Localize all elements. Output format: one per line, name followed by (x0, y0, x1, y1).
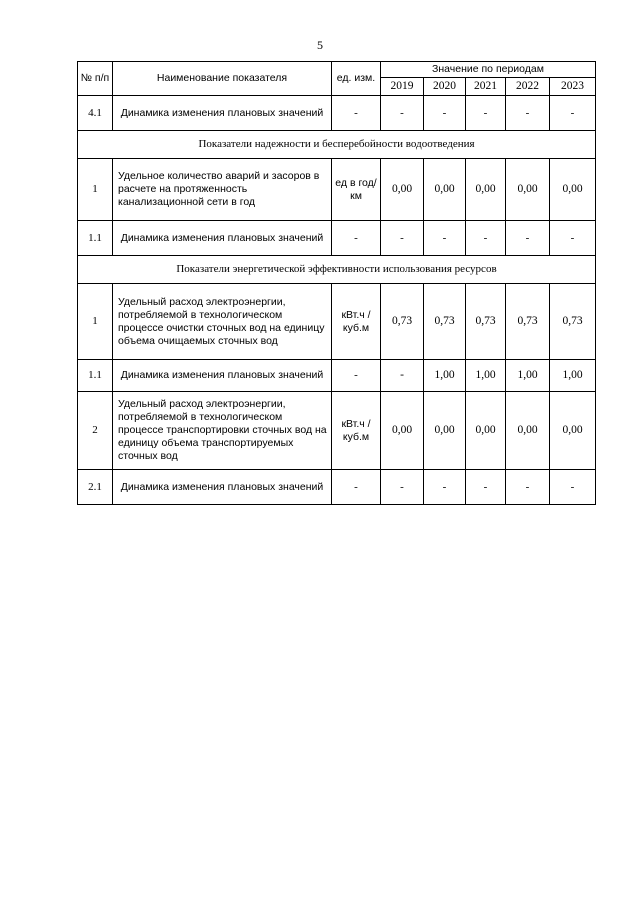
row-value: - (506, 96, 550, 131)
row-value: 0,00 (506, 159, 550, 221)
header-row-top (78, 62, 596, 78)
header-year: 2019 (381, 78, 424, 96)
row-name: Удельное количество аварий и засоров в расчете на протяженность канализационной сети в год (113, 159, 332, 221)
row-name: Динамика изменения плановых значений (113, 360, 332, 392)
row-value: 0,73 (506, 284, 550, 360)
indicators-table (77, 61, 596, 505)
row-value: 0,00 (466, 159, 506, 221)
row-value: - (466, 470, 506, 505)
row-value: 0,00 (381, 392, 424, 470)
table-row (78, 159, 596, 221)
row-value: - (424, 96, 466, 131)
row-value: - (466, 96, 506, 131)
row-value: 0,00 (424, 159, 466, 221)
header-year: 2022 (506, 78, 550, 96)
row-value: 0,00 (466, 392, 506, 470)
row-value: 1,00 (424, 360, 466, 392)
row-number: 1 (78, 159, 113, 221)
row-value: - (381, 360, 424, 392)
row-unit: кВт.ч / куб.м (332, 392, 381, 470)
row-value: 1,00 (466, 360, 506, 392)
row-unit: кВт.ч / куб.м (332, 284, 381, 360)
row-value: - (550, 221, 596, 256)
row-value: 0,00 (550, 392, 596, 470)
row-unit: - (332, 221, 381, 256)
row-number: 2.1 (78, 470, 113, 505)
row-number: 1.1 (78, 221, 113, 256)
table-row (78, 470, 596, 505)
row-value: 0,73 (466, 284, 506, 360)
row-value: - (466, 221, 506, 256)
header-col-number: № п/п (78, 62, 113, 96)
row-value: 0,00 (506, 392, 550, 470)
row-value: 0,73 (381, 284, 424, 360)
header-col-name: Наименование показателя (113, 62, 332, 96)
row-value: 0,00 (550, 159, 596, 221)
header-year: 2023 (550, 78, 596, 96)
row-name: Динамика изменения плановых значений (113, 96, 332, 131)
table-row (78, 392, 596, 470)
header-year: 2020 (424, 78, 466, 96)
header-col-periods: Значение по периодам (381, 62, 596, 78)
row-value: - (424, 470, 466, 505)
row-name: Удельный расход электроэнергии, потребляемой в технологическом процессе транспортировки сточных вод на единицу объема транспортируемых сточных вод (113, 392, 332, 470)
row-value: 0,00 (424, 392, 466, 470)
header-col-unit: ед. изм. (332, 62, 381, 96)
row-value: 0,73 (550, 284, 596, 360)
header-year: 2021 (466, 78, 506, 96)
row-number: 2 (78, 392, 113, 470)
row-value: 0,00 (381, 159, 424, 221)
section-title: Показатели надежности и бесперебойности водоотведения (78, 131, 596, 159)
row-name: Динамика изменения плановых значений (113, 470, 332, 505)
section-row (78, 131, 596, 159)
row-unit: ед в год/ км (332, 159, 381, 221)
row-number: 1.1 (78, 360, 113, 392)
row-value: - (550, 470, 596, 505)
row-name: Динамика изменения плановых значений (113, 221, 332, 256)
row-value: - (424, 221, 466, 256)
row-value: 0,73 (424, 284, 466, 360)
section-row (78, 256, 596, 284)
table-row (78, 221, 596, 256)
row-value: - (506, 221, 550, 256)
table-row (78, 284, 596, 360)
table-row (78, 96, 596, 131)
row-value: 1,00 (550, 360, 596, 392)
page-number: 5 (317, 38, 323, 52)
row-unit: - (332, 470, 381, 505)
row-value: - (381, 221, 424, 256)
row-value: - (550, 96, 596, 131)
row-value: - (506, 470, 550, 505)
row-unit: - (332, 360, 381, 392)
table-row (78, 360, 596, 392)
row-unit: - (332, 96, 381, 131)
row-number: 4.1 (78, 96, 113, 131)
row-value: - (381, 96, 424, 131)
row-name: Удельный расход электроэнергии, потребляемой в технологическом процессе очистки сточных вод на единицу объема очищаемых сточных вод (113, 284, 332, 360)
row-value: - (381, 470, 424, 505)
section-title: Показатели энергетической эффективности использования ресурсов (78, 256, 596, 284)
row-number: 1 (78, 284, 113, 360)
row-value: 1,00 (506, 360, 550, 392)
